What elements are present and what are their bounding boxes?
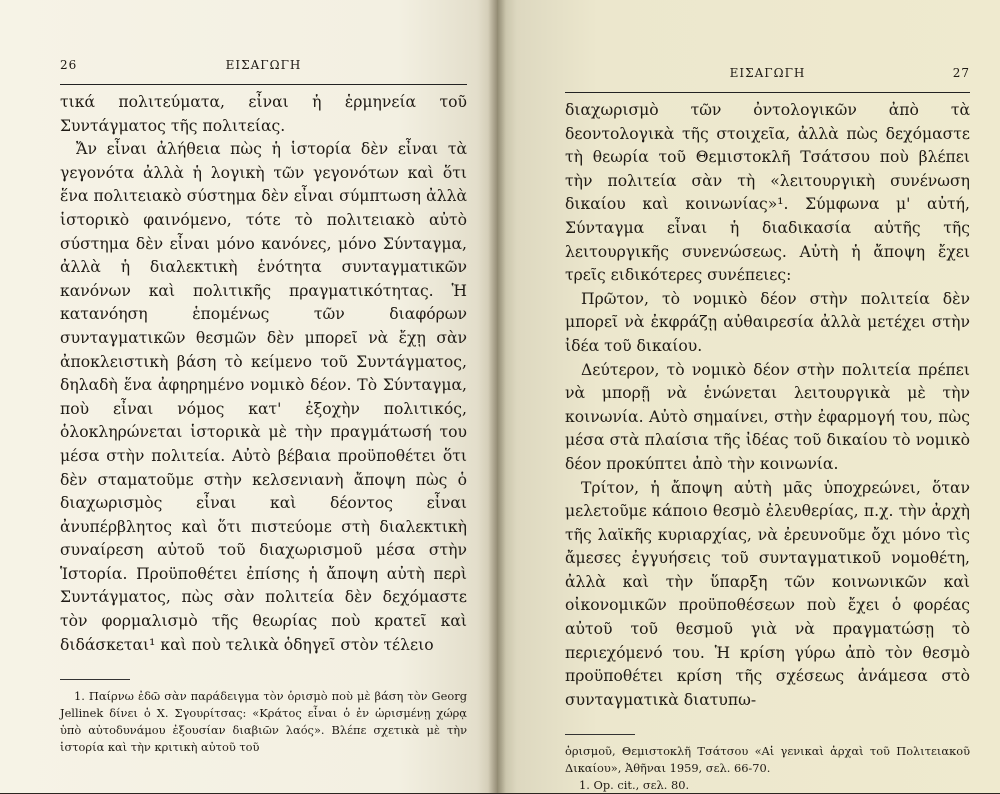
- header-rule: [60, 84, 467, 85]
- paragraph: Τρίτον, ἡ ἄποψη αὐτὴ μᾶς ὑποχρεώνει, ὅταν μελετοῦμε κάποιο θεσμὸ ἐλευθερίας, π.χ. τὴν ἀρχὴ τῆς λαϊκῆς κυριαρχίας, νὰ ἐρευνοῦμε ὄχι μόνο τὶς ἄμεσες ἐγγυήσεις τοῦ συνταγματικοῦ νομοθέτη, ἀλλὰ καὶ τὴν ὕπαρξη τῶν κοινωνικῶν καὶ οἰκονομικῶν προϋποθέσεων ποὺ ἔχει ὁ φορέας αὐτοῦ τοῦ θεσμοῦ γιὰ νὰ πραγματώσῃ τὸ περιεχόμενό του. Ἡ κρίση γύρω ἀπὸ τὸν θεσμὸ προϋποθέτει κρίση τῆς σχέσεως ἀνάμεσα στὸ συνταγματικὰ διατυπω-: [565, 478, 970, 709]
- paragraph: διαχωρισμὸ τῶν ὀντολογικῶν ἀπὸ τὰ δεοντολογικὰ τῆς στοιχεῖα, ἀλλὰ πὼς δεχόμαστε τὴ θεωρία τοῦ Θεμιστοκλῆ Τσάτσου ποὺ βλέπει τὴν πολιτεία σὰν τὴ «λειτουργικὴ συνένωση δικαίου καὶ κοινωνίας»¹. Σύμφωνα μ' αὐτή, Σύνταγμα εἶναι ἡ διαδικασία αὐτῆς τῆς λειτουργικῆς συνενώσεως. Αὐτὴ ἡ ἄποψη ἔχει τρεῖς ειδικότερες συνέπειες:: [565, 101, 970, 285]
- running-title: ΕΙΣΑΓΩΓΗ: [225, 58, 302, 72]
- paragraph: τικά πολιτεύματα, εἶναι ἡ ἑρμηνεία τοῦ Συντάγματος τῆς πολιτείας.: [60, 93, 467, 135]
- paragraph: Δεύτερον, τὸ νομικὸ δέον στὴν πολιτεία πρέπει νὰ μπορῇ νὰ ἑνώνεται λειτουργικὰ μὲ τὴν κοινωνία. Αὐτὸ σημαίνει, στὴν ἐφαρμογή του, πὼς μέσα στὰ πλαίσια τῆς ἰδέας τοῦ δικαίου τὸ νομικὸ δέον προκύπτει ἀπὸ τὴν κοινωνία.: [565, 360, 970, 473]
- footnote-rule: [565, 734, 635, 735]
- footnote: 1. Παίρνω ἐδῶ σὰν παράδειγμα τὸν ὁρισμὸ ποὺ μὲ βάση τὸν Georg Jellinek δίνει ὁ Χ. Σγουρίτσας: «Κράτος εἶναι ὁ ἐν ὡρισμένῃ χώρᾳ ὑπὸ αὐτοδυνάμου ἐξουσίαν διαβιῶν λαός». Βλέπε σχετικὰ μὲ τὴν ἱστορία καὶ τὴν κριτικὴ αὐτοῦ τοῦ: [60, 689, 467, 755]
- page-header: [60, 58, 467, 80]
- page-header: [565, 66, 970, 88]
- paragraph: Ἄν εἶναι ἀλήθεια πὼς ἡ ἱστορία δὲν εἶναι τὰ γεγονότα ἀλλὰ ἡ λογικὴ τῶν γεγονότων καὶ ὅτι ἕνα πολιτειακὸ σύστημα δὲν εἶναι σύμπτωση ἀλλὰ ἱστορικὸ φαινόμενο, τότε τὸ πολιτειακὸ αὐτὸ σύστημα δὲν εἶναι μόνο κανόνες, μόνο Σύνταγμα, ἀλλὰ ἡ διαλεκτικὴ ἑνότητα συνταγματικῶν κανόνων καὶ πολιτικῆς πραγματικότητας. Ἡ κατανόηση ἑπομένως τῶν διαφόρων συνταγματικῶν θεσμῶν δὲν μπορεῖ νὰ ἔχῃ σὰν ἀποκλειστικὴ βάση τὸ κείμενο τοῦ Συντάγματος, δηλαδὴ ἕνα ἀφηρημένο νομικὸ δέον. Τὸ Σύνταγμα, ποὺ εἶναι νόμος κατ' ἐξοχὴν πολιτικός, ὁλοκληρώνεται ἱστορικὰ μὲ τὴν πραγμάτωσή του μέσα στὴν πολιτεία. Αὐτὸ βέβαια προϋποθέτει ὅτι δὲν σταματοῦμε στὴν κελσενιανὴ ἄποψη πὼς ὁ διαχωρισμὸς εἶναι καὶ δέοντος εἶναι ἀνυπέρβλητος καὶ ὅτι πιστεύομε στὴ διαλεκτικὴ συναίρεση αὐτοῦ τοῦ διαχωρισμοῦ μέσα στὴν Ἱστορία. Προϋποθέτει ἐπίσης ἡ ἄποψη αὐτὴ περὶ Συντάγματος, πὼς σὰν πολιτεία δὲν δεχόμαστε τὸν φορμαλισμὸ τῆς θεωρίας ποὺ κρατεῖ καὶ διδάσκεται¹ καὶ ποὺ τελικὰ ὁδηγεῖ στὸν τέλειο: [60, 140, 467, 654]
- page-number: 26: [60, 58, 78, 72]
- body-text: [60, 91, 467, 657]
- footnotes: [60, 688, 467, 756]
- footnote-rule: [60, 679, 130, 680]
- left-page: [0, 0, 497, 793]
- footnote: ὁρισμοῦ, Θεμιστοκλῆ Τσάτσου «Αἱ γενικαὶ ἀρχαὶ τοῦ Πολιτειακοῦ Δικαίου», Ἀθῆναι 1959, σελ. 66-70.: [565, 744, 970, 776]
- footnotes: [565, 743, 970, 794]
- body-text: [565, 99, 970, 712]
- book-spine-shadow: [488, 0, 506, 793]
- running-title: ΕΙΣΑΓΩΓΗ: [729, 66, 806, 80]
- header-rule: [565, 92, 970, 93]
- page-number: 27: [952, 66, 970, 80]
- footnote: 1. Op. cit., σελ. 80.: [579, 778, 690, 793]
- paragraph: Πρῶτον, τὸ νομικὸ δέον στὴν πολιτεία δὲν μπορεῖ νὰ ἐκφράζῃ αὐθαιρεσία ἀλλὰ μετέχει στὴν ἰδέα τοῦ δικαίου.: [565, 289, 970, 355]
- right-page: [497, 0, 1000, 793]
